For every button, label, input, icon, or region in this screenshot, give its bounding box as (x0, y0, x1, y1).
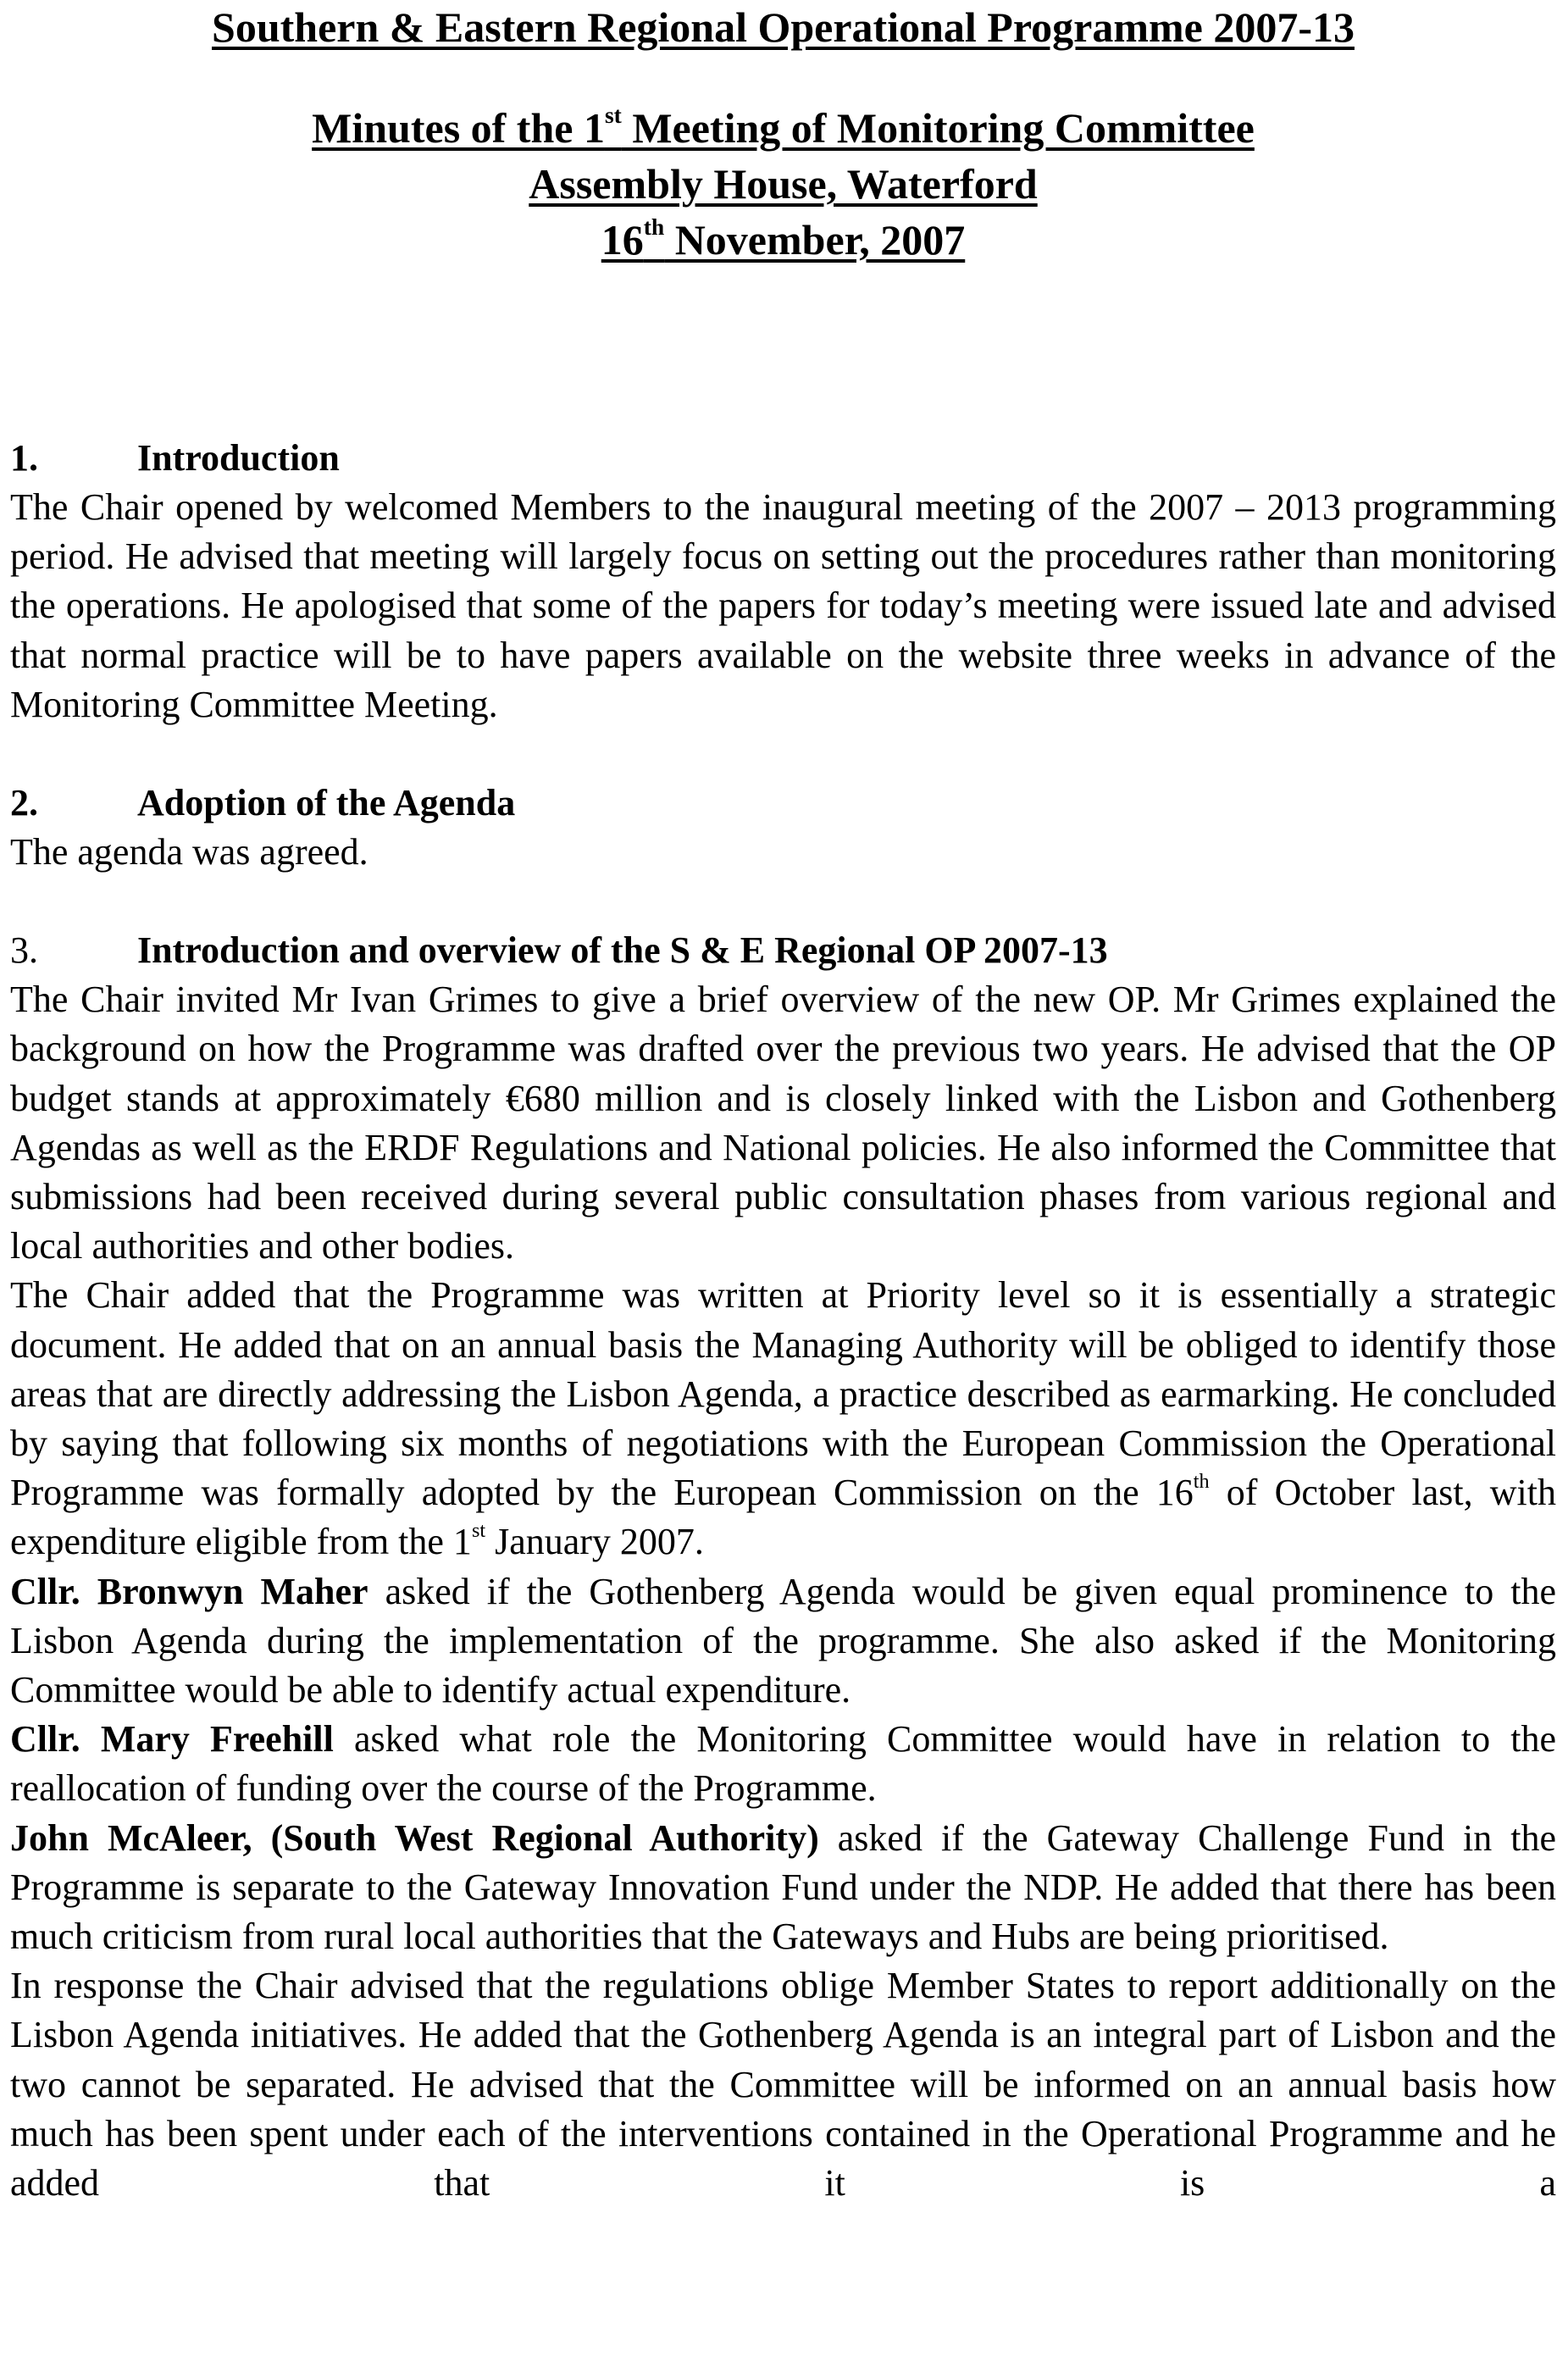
paragraph: The Chair added that the Programme was written at Priority level so it is essentially a strategic document. He added that on an annual basis the Managing Authority will be obliged to identify those areas that are directly addressing the Lisbon Agenda, a practice described as earmarking. He concluded by saying that following six months of negotiations with the European Commission the Operational Programme was formally adopted by the European Commission on the 16th of October last, with expenditure eligible from the 1st January 2007. (10, 1274, 1556, 1563)
speaker-name: Cllr. Bronwyn Maher (10, 1570, 368, 1612)
paragraph: The agenda was agreed. (10, 831, 368, 873)
section-heading (10, 434, 1556, 483)
section-heading (10, 926, 1556, 975)
paragraph: In response the Chair advised that the regulations oblige Member States to report additionally on the Lisbon Agenda initiatives. He added that the Gothenberg Agenda is an integral part of Lisbon and the two cannot be separated. He advised that the Committee will be informed on an annual basis how much has been spent under each of the interventions contained in the Operational Programme and he added that it is a (10, 1965, 1556, 2204)
document-title: Southern & Eastern Regional Operational Programme 2007-13 (212, 3, 1355, 51)
meeting-subtitle: Minutes of the 1st Meeting of Monitoring Committee (312, 101, 1255, 152)
section-number: 2. (10, 782, 38, 824)
meeting-date: 16th November, 2007 (601, 213, 966, 263)
speaker-name: John McAleer, (South West Regional Authority) (10, 1816, 819, 1859)
title-block (10, 2, 1556, 268)
paragraph: Cllr. Mary Freehill asked what role the Monitoring Committee would have in relation to the reallocation of funding over the course of the Programme. (10, 1718, 1557, 1810)
paragraph: The Chair opened by welcomed Members to the inaugural meeting of the 2007 – 2013 programming period. He advised that meeting will largely focus on setting out the procedures rather than monitoring the operations. He apologised that some of the papers for today’s meeting were issued late and advised that normal practice will be to have papers available on the website three weeks in advance of the Monitoring Committee Meeting. (10, 486, 1556, 725)
document-page (0, 2, 1568, 2379)
section-adoption-of-agenda (10, 779, 1556, 877)
paragraph: The Chair invited Mr Ivan Grimes to give a brief overview of the new OP. Mr Grimes explained the background on how the Programme was drafted over the previous two years. He advised that the OP budget stands at approximately €680 million and is closely linked with the Lisbon and Gothenberg Agendas as well as the ERDF Regulations and National policies. He also informed the Committee that submissions had been received during several public consultation phases from various regional and local authorities and other bodies. (10, 979, 1556, 1267)
section-title: Introduction (137, 437, 340, 479)
paragraph: Cllr. Bronwyn Maher asked if the Gothenberg Agenda would be given equal prominence to the Lisbon Agenda during the implementation of the programme. She also asked if the Monitoring Committee would be able to identify actual expenditure. (10, 1570, 1557, 1711)
section-heading (10, 779, 1556, 828)
speaker-name: Cllr. Mary Freehill (10, 1718, 334, 1761)
section-title: Adoption of the Agenda (137, 782, 516, 824)
paragraph: John McAleer, (South West Regional Authority) asked if the Gateway Challenge Fund in the Programme is separate to the Gateway Innovation Fund under the NDP. He added that there has been much criticism from rural local authorities that the Gateways and Hubs are being prioritised. (10, 1816, 1556, 1958)
section-title: Introduction and overview of the S & E Regional OP 2007-13 (137, 929, 1108, 972)
section-op-overview (10, 926, 1556, 2208)
section-number: 3. (10, 929, 38, 972)
section-number: 1. (10, 437, 38, 479)
section-introduction (10, 434, 1556, 729)
meeting-venue: Assembly House, Waterford (529, 160, 1038, 208)
